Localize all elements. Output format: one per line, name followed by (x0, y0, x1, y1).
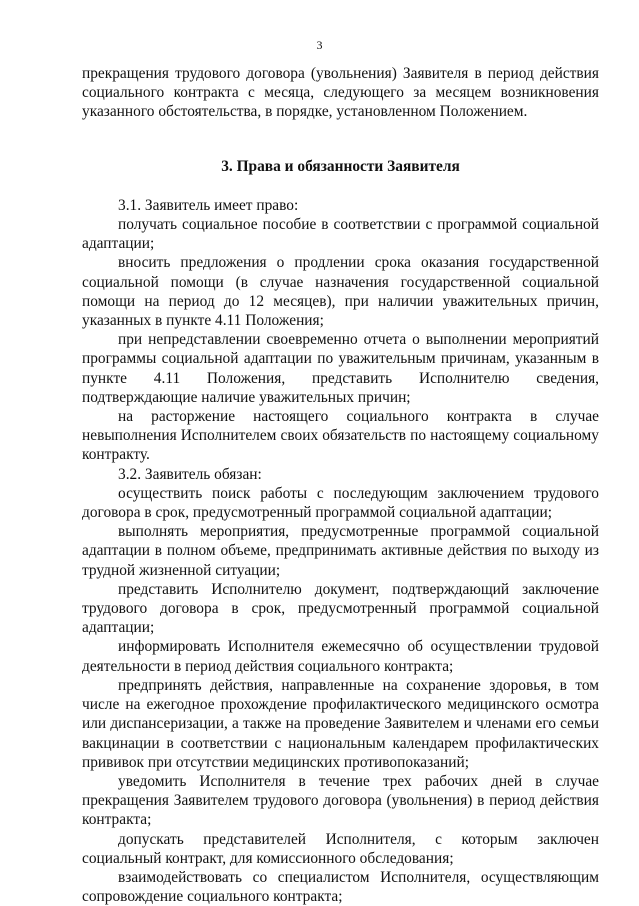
section-title: 3. Права и обязанности Заявителя (221, 157, 460, 175)
duties-item: осуществить поиск работы с последующим заключением трудового договора в срок, предусмотренный программой социальной адаптации; (82, 484, 599, 522)
intro-paragraph: прекращения трудового договора (увольнения) Заявителя в период действия социального контракта с месяца, следующего за месяцем возникновения указанного обстоятельства, в порядке, установленном Положением. (82, 65, 599, 121)
rights-heading: 3.1. Заявитель имеет право: (118, 196, 299, 214)
duties-item: выполнять мероприятия, предусмотренные программой социальной адаптации в полном объеме, предпринимать активные действия по выходу из трудной жизненной ситуации; (82, 523, 599, 579)
duties-item: уведомить Исполнителя в течение трех рабочих дней в случае прекращения Заявителем трудового договора (увольнения) в период действия контракта; (82, 772, 599, 829)
document-body (82, 64, 599, 906)
rights-item: на расторжение настоящего социального контракта в случае невыполнения Исполнителем своих обязательств по настоящему социальному контракту. (82, 408, 599, 464)
duties-item: информировать Исполнителя ежемесячно об осуществлении трудовой деятельности в период действия социального контракта; (82, 638, 599, 675)
duties-item: представить Исполнителю документ, подтверждающий заключение трудового договора в срок, предусмотренный программой социальной адаптации; (82, 580, 599, 637)
page-number: 3 (316, 38, 323, 52)
duties-item: допускать представителей Исполнителя, с которым заключен социальный контракт, для комиссионного обследования; (82, 830, 599, 867)
duties-item: взаимодействовать со специалистом Исполнителя, осуществляющим сопровождение социального контракта; (82, 868, 599, 906)
rights-item: получать социальное пособие в соответствии с программой социальной адаптации; (82, 216, 599, 253)
rights-item: вносить предложения о продлении срока оказания государственной социальной помощи (в случае назначения государственной социальной помощи на период до 12 месяцев), при наличии уважительных причин, указанных в пункте 4.11 Положения; (82, 254, 599, 330)
duties-heading: 3.2. Заявитель обязан: (118, 465, 262, 483)
duties-item: предпринять действия, направленные на сохранение здоровья, в том числе на ежегодное прохождение профилактического медицинского осмотра или диспансеризации, а также на проведение Заявителем и членами его семьи вакцинации в соответствии с национальным календарем профилактических прививок при отсутствии медицинских противопоказаний; (82, 676, 599, 771)
rights-item: при непредставлении своевременно отчета о выполнении мероприятий программы социальной адаптации по уважительным причинам, указанным в пункте 4.11 Положения, представить Исполнителю сведения, подтверждающие наличие уважительных причин; (82, 331, 599, 406)
